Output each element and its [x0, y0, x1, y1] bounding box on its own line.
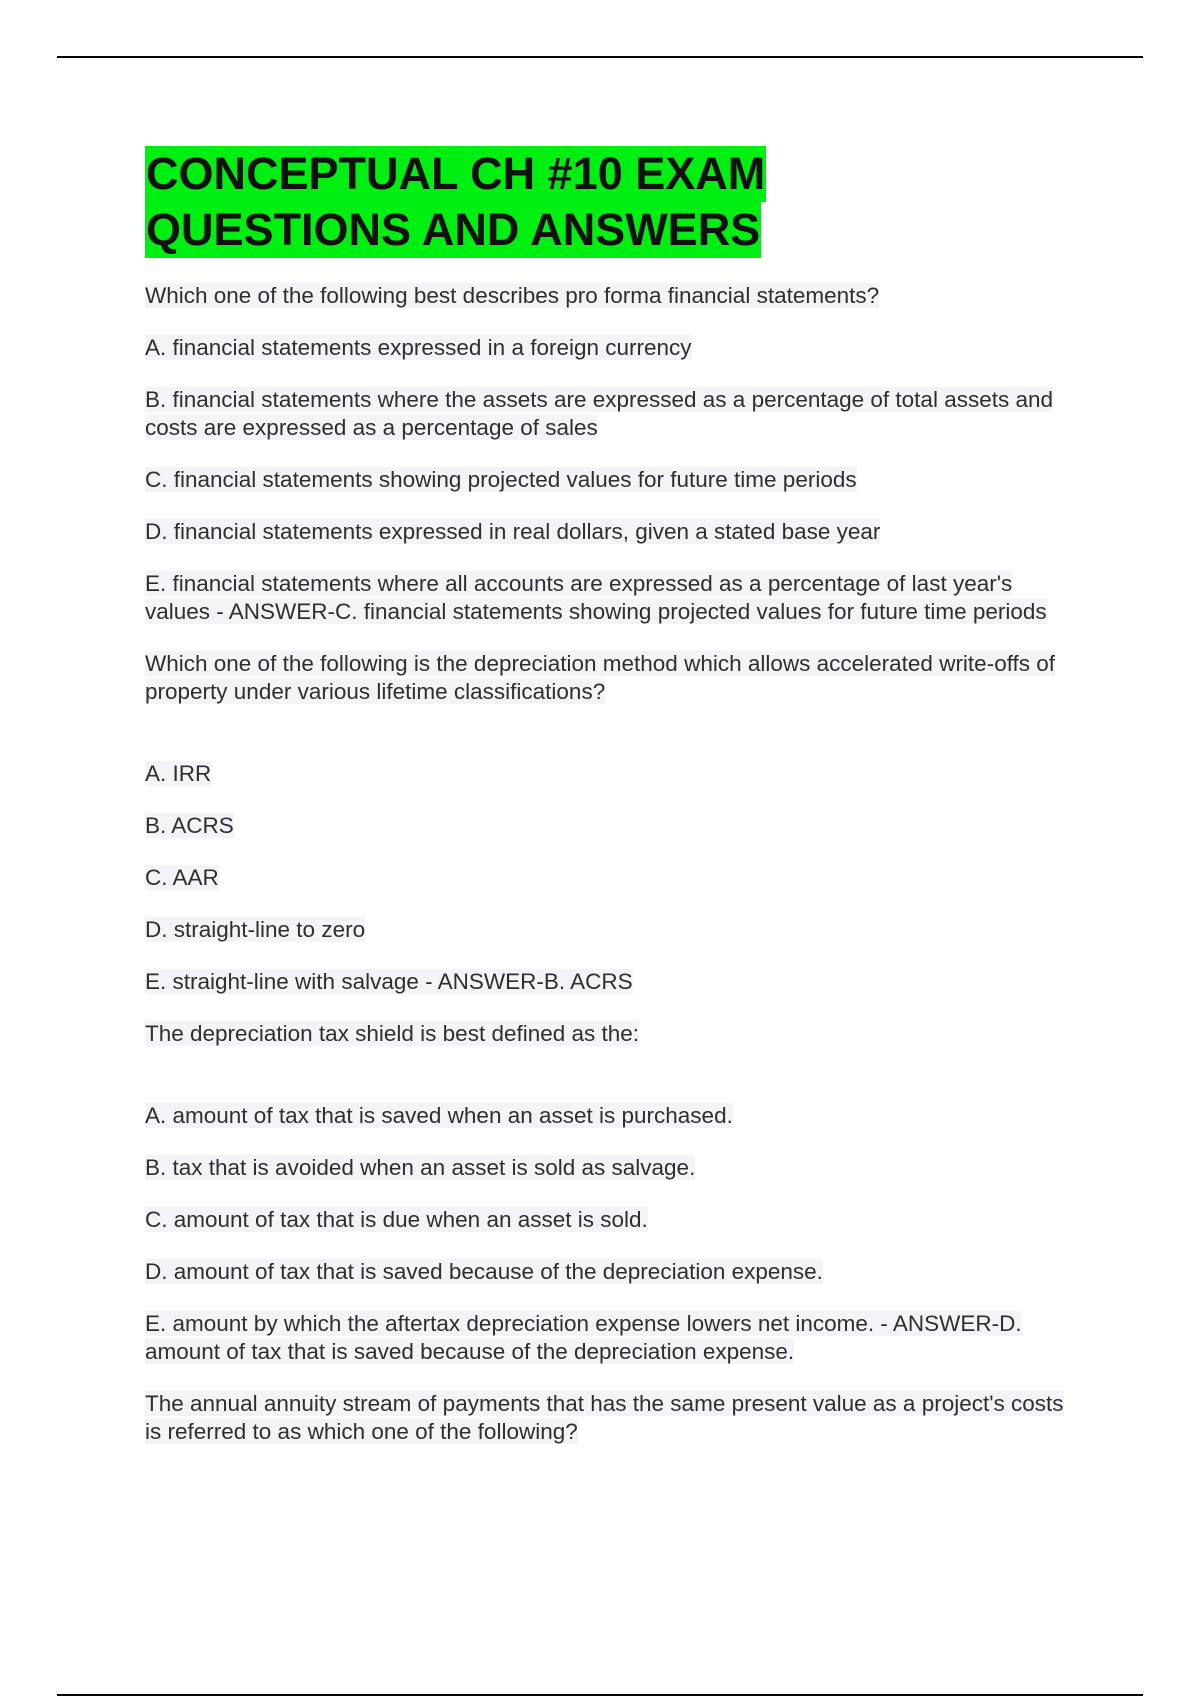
question-text: Which one of the following is the depreciation method which allows accelerated write-offs of property under various lifetime classifications? [145, 651, 1056, 704]
answer-option: A. financial statements expressed in a foreign currency [145, 335, 692, 360]
answer-option: A. amount of tax that is saved when an asset is purchased. [145, 1103, 733, 1128]
answer-option: C. financial statements showing projected values for future time periods [145, 467, 857, 492]
answer-option: C. AAR [145, 865, 219, 890]
document-title [145, 146, 1065, 258]
title-line: QUESTIONS AND ANSWERS [145, 202, 761, 258]
answer-option: A. IRR [145, 761, 212, 786]
answer-option: D. amount of tax that is saved because of the depreciation expense. [145, 1259, 823, 1284]
answer-option: D. financial statements expressed in real dollars, given a stated base year [145, 519, 881, 544]
answer-option: B. ACRS [145, 813, 234, 838]
top-rule [57, 56, 1143, 58]
answer-option: B. financial statements where the assets are expressed as a percentage of total assets and costs are expressed as a percentage of sales [145, 387, 1054, 440]
bottom-rule [57, 1694, 1143, 1696]
document-body [145, 146, 1065, 1470]
title-line: CONCEPTUAL CH #10 EXAM [145, 146, 766, 202]
question-text: Which one of the following best describes pro forma financial statements? [145, 283, 880, 308]
answer-option: C. amount of tax that is due when an asset is sold. [145, 1207, 648, 1232]
answer-option-with-answer: E. straight-line with salvage - ANSWER-B. ACRS [145, 969, 633, 994]
answer-option-with-answer: E. financial statements where all accounts are expressed as a percentage of last year's values - ANSWER-C. financial statements showing projected values for future time periods [145, 571, 1047, 624]
answer-option: B. tax that is avoided when an asset is sold as salvage. [145, 1155, 696, 1180]
question-text: The annual annuity stream of payments that has the same present value as a project's costs is referred to as which one of the following? [145, 1391, 1064, 1444]
answer-option: D. straight-line to zero [145, 917, 366, 942]
question-text: The depreciation tax shield is best defined as the: [145, 1021, 640, 1046]
answer-option-with-answer: E. amount by which the aftertax depreciation expense lowers net income. - ANSWER-D. amount of tax that is saved because of the depreciation expense. [145, 1311, 1022, 1364]
